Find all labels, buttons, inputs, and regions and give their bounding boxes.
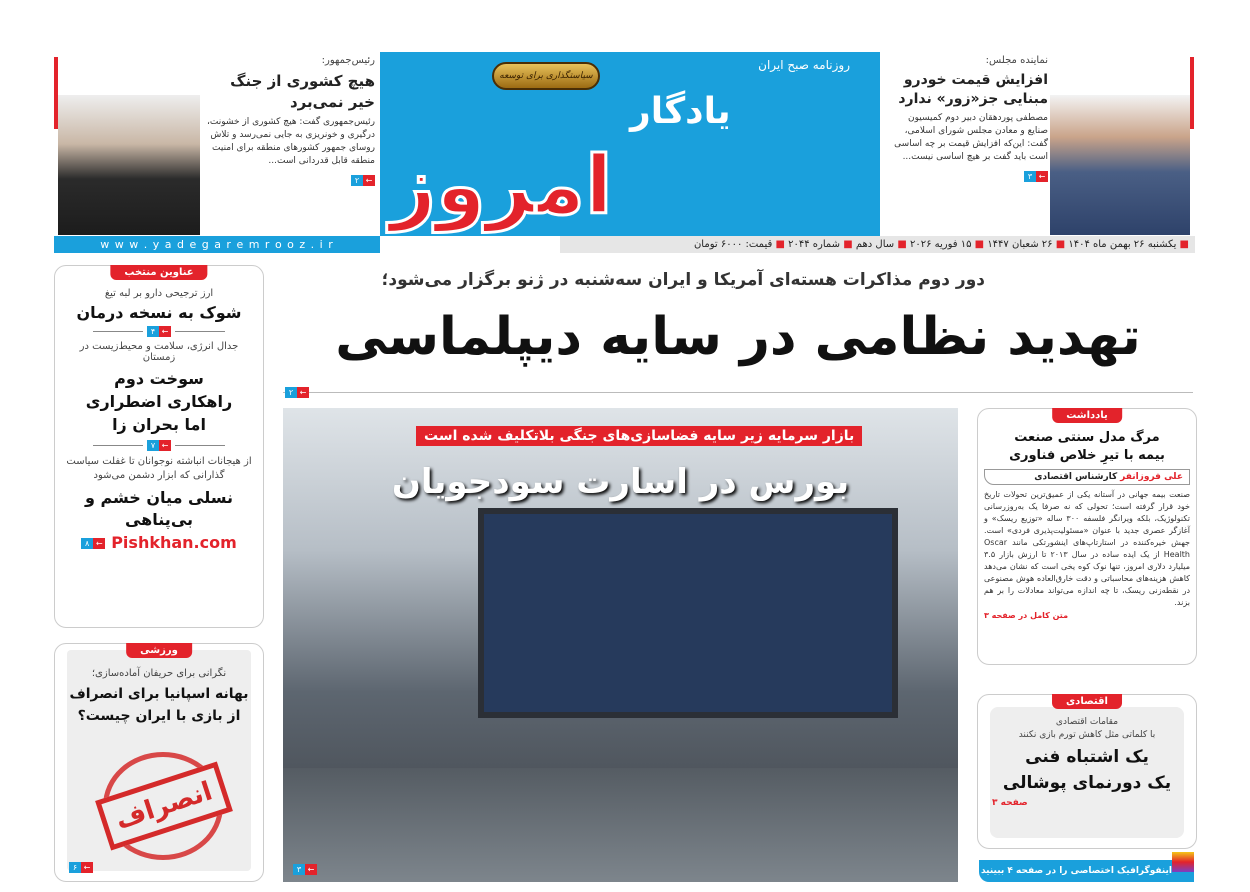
section-tag: ورزشی <box>126 643 192 658</box>
photo-kicker: بازار سرمایه زیر سایه فضاسازی‌های جنگی بلاتکلیف شده است <box>416 426 862 446</box>
headline: بهانه اسپانیا برای انصراف از بازی با ایران چیست؟ <box>69 686 249 724</box>
page-ref[interactable]: ۳ ← <box>293 864 317 875</box>
headline: مبنایی جز«زور» ندارد <box>898 91 1048 107</box>
section-tag: یادداشت <box>1052 408 1122 423</box>
kicker: با کلماتی مثل کاهش تورم بازی نکنند <box>1018 730 1156 740</box>
headline: هیچ کشوری از جنگ <box>230 72 375 90</box>
kicker: از هیجانات انباشته نوجوانان تا غفلت سیاست گذارانی که ابزار دشمن می‌شود <box>66 456 252 481</box>
byline: علی فروزانفر کارشناس اقتصادی <box>984 469 1190 485</box>
page-ref[interactable]: ۸ ← <box>81 538 105 549</box>
page-ref[interactable]: صفحه ۳ <box>992 798 1028 808</box>
summary: رئیس‌جمهوری گفت: هیچ کشوری از خشونت، درگیری و خونریزی به جایی نمی‌رسد و تلاش روسای جمهور کشورهای منطقه برای امنیت منطقه قابل قدردانی است... <box>207 117 375 166</box>
accent-bar <box>1190 57 1194 129</box>
president-photo <box>58 95 200 235</box>
masthead-logo <box>380 52 880 236</box>
kicker: ارز ترجیحی دارو بر لبه تیغ <box>104 288 214 299</box>
summary: مصطفی پوردهقان دبیر دوم کمیسیون صنایع و معادن مجلس شورای اسلامی، گفت: این‌که افزایش قیمت بر چه اساسی است باید گفت بر هیچ اساسی نیست... <box>894 113 1048 162</box>
divider <box>283 392 1193 393</box>
kicker: مقامات اقتصادی <box>1055 717 1119 727</box>
page-ref[interactable]: ۲ ← <box>351 175 375 186</box>
page-ref[interactable]: ۶ ← <box>69 862 93 873</box>
page-ref[interactable]: ۲ ← <box>285 387 309 398</box>
article-body: صنعت بیمه جهانی در آستانه یکی از عمیق‌ترین تحولات تاریخ خود قرار گرفته است؛ تحولی که نه صرفا یک به‌روزرسانی تکنولوژیک، بلکه ویرانگر فلسفه ۳۰۰ ساله «توزیع ریسک» و آغازگر عصری جدید با عنوان «مسئولیت‌پذیری فردی» است. جهش خیره‌کننده در استارتاپ‌های اینشورتکی مانند Oscar Health از یک ایده ساده در سال ۲۰۱۳ تا ارزش بازار ۳.۵ میلیارد دلاری امروز، تنها نوک کوه یخی است که نشان می‌دهد کاهش هزینه‌های محاسباتی و دقت خارق‌العاده هوش مصنوعی در نقطه‌زنی ریسک، تا چه اندازه می‌تواند معادلات را بر هم بزند. <box>984 490 1191 607</box>
photo-story[interactable] <box>283 408 958 882</box>
kicker: نماینده مجلس: <box>985 55 1048 66</box>
opinion-box[interactable] <box>977 408 1197 665</box>
stock-board-image <box>478 508 898 718</box>
watermark: Pishkhan.com <box>111 533 237 552</box>
top-left-story[interactable] <box>200 55 375 187</box>
mp-photo <box>1050 95 1190 235</box>
headline[interactable]: سوخت دوم راهکاری اضطراری اما بحران زا <box>85 369 233 434</box>
headline: خیر نمی‌برد <box>289 93 375 111</box>
building-image <box>283 768 958 882</box>
infographic-banner[interactable]: اینفوگرافیک اختصاصی را در صفحه ۴ ببینید <box>979 860 1194 882</box>
tagline: روزنامه صبح ایران <box>758 58 850 72</box>
kicker: نگرانی برای حریفان آماده‌سازی؛ <box>91 668 227 679</box>
page-ref[interactable]: ۴ ← <box>63 326 255 337</box>
headline: یک دورنمای پوشالی <box>1002 773 1172 793</box>
kicker: جدال انرژی، سلامت و محیط‌زیست در زمستان <box>79 341 239 363</box>
sports-box[interactable] <box>54 643 264 882</box>
badge: سیاستگذاری برای توسعه <box>492 62 600 90</box>
kicker: رئیس‌جمهور: <box>321 55 375 66</box>
top-right-story[interactable] <box>892 55 1048 183</box>
continue-link[interactable]: متن کامل در صفحه ۳ <box>984 611 1069 620</box>
lead-headline[interactable]: تهدید نظامی در سایه دیپلماسی <box>335 307 1141 367</box>
photo-headline: بورس در اسارت سودجویان <box>391 462 850 502</box>
page-ref[interactable]: ۷ ← <box>63 440 255 451</box>
stamp-text: انصراف <box>95 761 233 850</box>
section-tag: اقتصادی <box>1052 694 1122 709</box>
headline: یک اشتباه فنی <box>1025 747 1149 767</box>
economy-box[interactable] <box>977 694 1197 849</box>
website-url[interactable]: w w w . y a d e g a r e m r o o z . i r <box>54 236 380 253</box>
headline[interactable]: شوک به نسخه درمان <box>76 303 242 322</box>
headline: مرگ مدل سنتی صنعت بیمه با تیرِ خلاص فناوری <box>1009 430 1165 463</box>
section-tag: عناوین منتخب <box>110 265 207 280</box>
lightbulb-icon <box>1172 852 1194 872</box>
lead-kicker: دور دوم مذاکرات هسته‌ای آمریکا و ایران سه‌شنبه در ژنو برگزار می‌شود؛ <box>381 270 985 290</box>
page-ref[interactable]: ۳ ← <box>1024 171 1048 182</box>
dateline: ■ یکشنبه ۲۶ بهمن ماه ۱۴۰۴ ■ ۲۶ شعبان ۱۴۴۷ ■ ۱۵ فوریه ۲۰۲۶ ■ سال دهم ■ شماره ۲۰۴۴ ■ قیمت: ۶۰۰۰ تومان <box>560 236 1195 253</box>
logo-big: امروز <box>390 139 613 232</box>
selected-titles-box <box>54 265 264 628</box>
headline[interactable]: نسلی میان خشم و بی‌پناهی <box>84 488 234 529</box>
logo-small: یادگار <box>630 91 731 132</box>
headline: افزایش قیمت خودرو <box>903 72 1048 88</box>
